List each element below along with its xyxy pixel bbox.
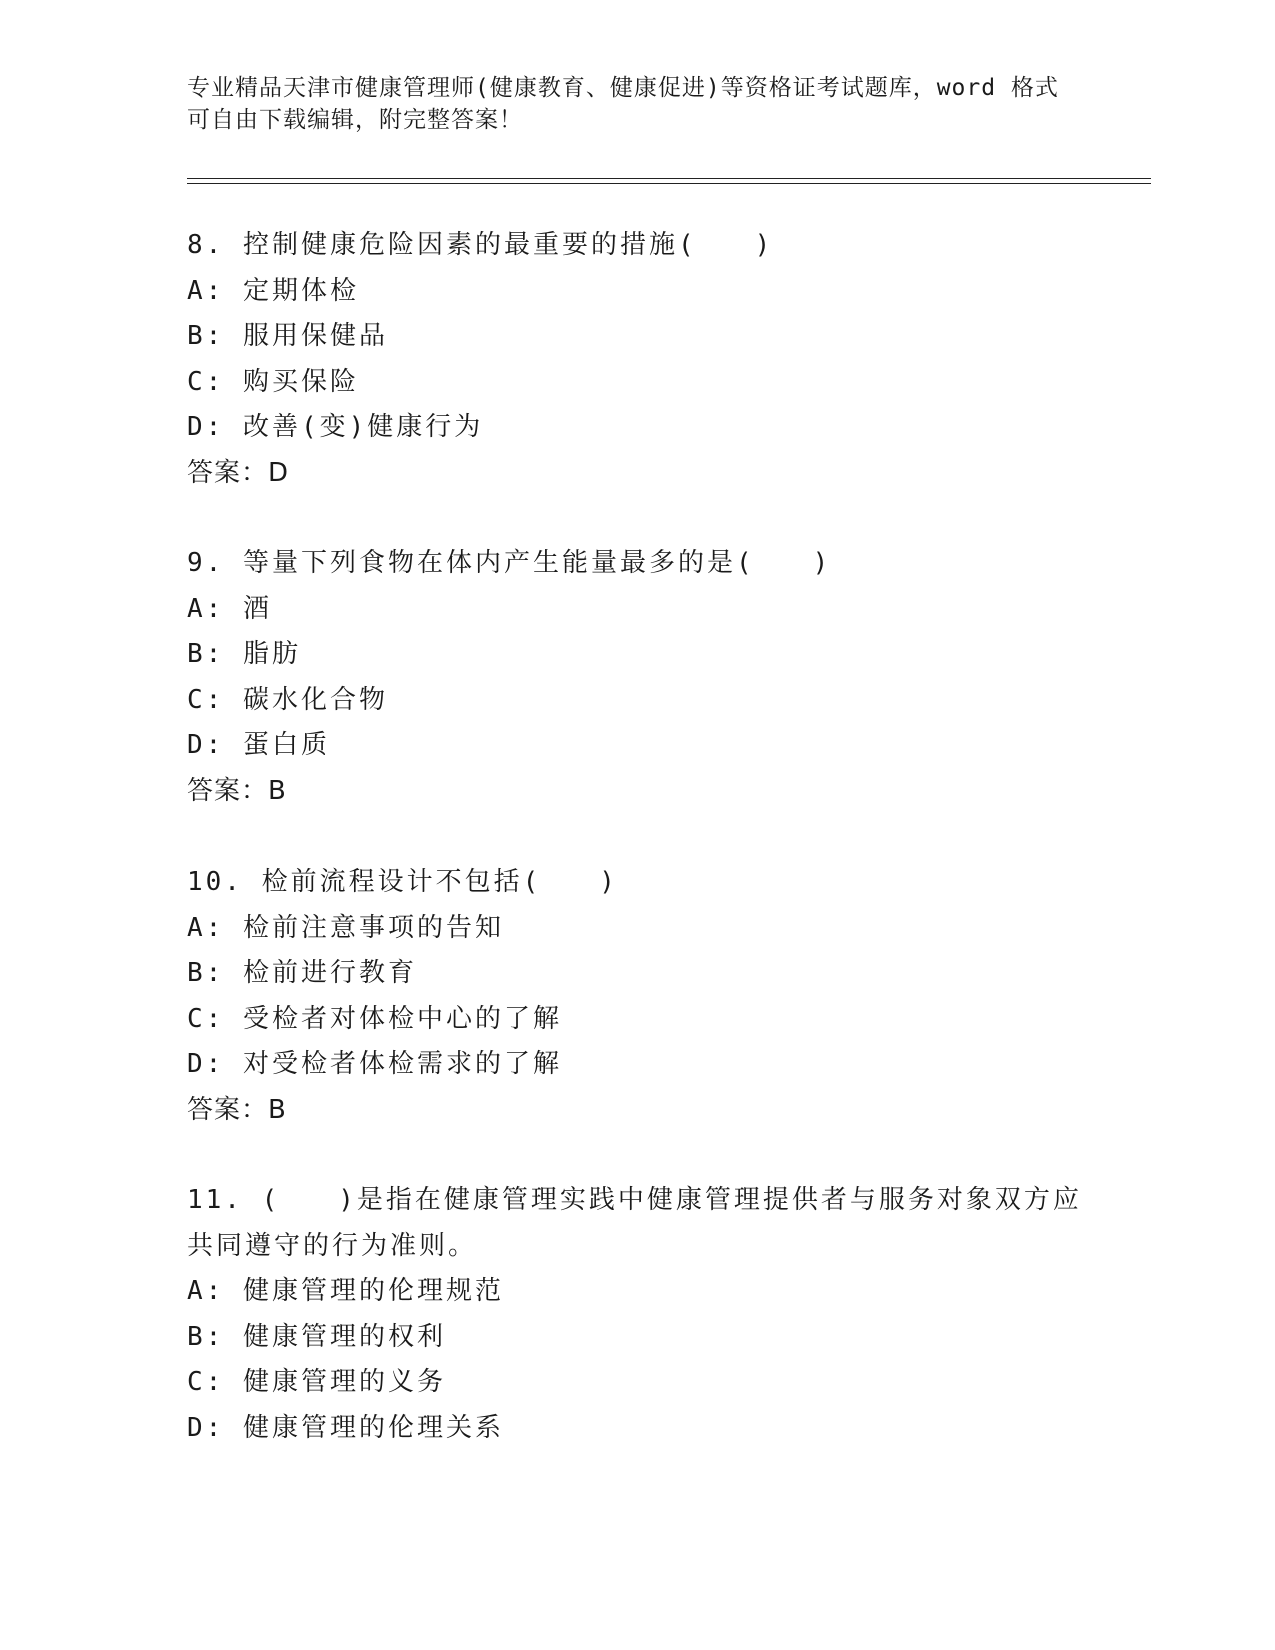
question-9	[187, 541, 1087, 814]
option-b: B: 脂肪	[187, 639, 301, 669]
option-a: A: 检前注意事项的告知	[187, 912, 504, 943]
option-b: B: 服用保健品	[187, 321, 388, 351]
question-stem: 9. 等量下列食物在体内产生能量最多的是( )	[187, 548, 832, 578]
answer: 答案：B	[187, 1094, 287, 1125]
document-header	[187, 72, 1087, 136]
question-stem-continued: 共同遵守的行为准则。	[187, 1230, 478, 1261]
question-11	[187, 1178, 1087, 1451]
question-stem: 8. 控制健康危险因素的最重要的措施( )	[187, 230, 774, 260]
option-b: B: 检前进行教育	[187, 958, 417, 988]
option-c: C: 健康管理的义务	[187, 1367, 446, 1397]
header-divider	[187, 178, 1151, 184]
header-line-2: 可自由下载编辑，附完整答案！	[187, 107, 523, 133]
question-stem: 10. 检前流程设计不包括( )	[187, 867, 618, 897]
option-d: D: 对受检者体检需求的了解	[187, 1049, 562, 1079]
answer: 答案：D	[187, 457, 290, 488]
answer: 答案：B	[187, 775, 287, 806]
question-stem: 11. ( )是指在健康管理实践中健康管理提供者与服务对象双方应	[187, 1185, 1082, 1215]
header-line-1: 专业精品天津市健康管理师(健康教育、健康促进)等资格证考试题库，word 格式	[187, 75, 1059, 101]
option-a: A: 酒	[187, 593, 272, 624]
option-b: B: 健康管理的权利	[187, 1321, 446, 1352]
option-c: C: 碳水化合物	[187, 684, 388, 715]
option-d: D: 改善(变)健康行为	[187, 412, 484, 442]
option-a: A: 健康管理的伦理规范	[187, 1276, 504, 1306]
option-a: A: 定期体检	[187, 275, 359, 306]
question-10	[187, 860, 1087, 1133]
option-c: C: 购买保险	[187, 366, 359, 397]
option-d: D: 蛋白质	[187, 730, 330, 760]
question-8	[187, 223, 1087, 496]
option-c: C: 受检者对体检中心的了解	[187, 1003, 562, 1034]
option-d: D: 健康管理的伦理关系	[187, 1412, 504, 1443]
